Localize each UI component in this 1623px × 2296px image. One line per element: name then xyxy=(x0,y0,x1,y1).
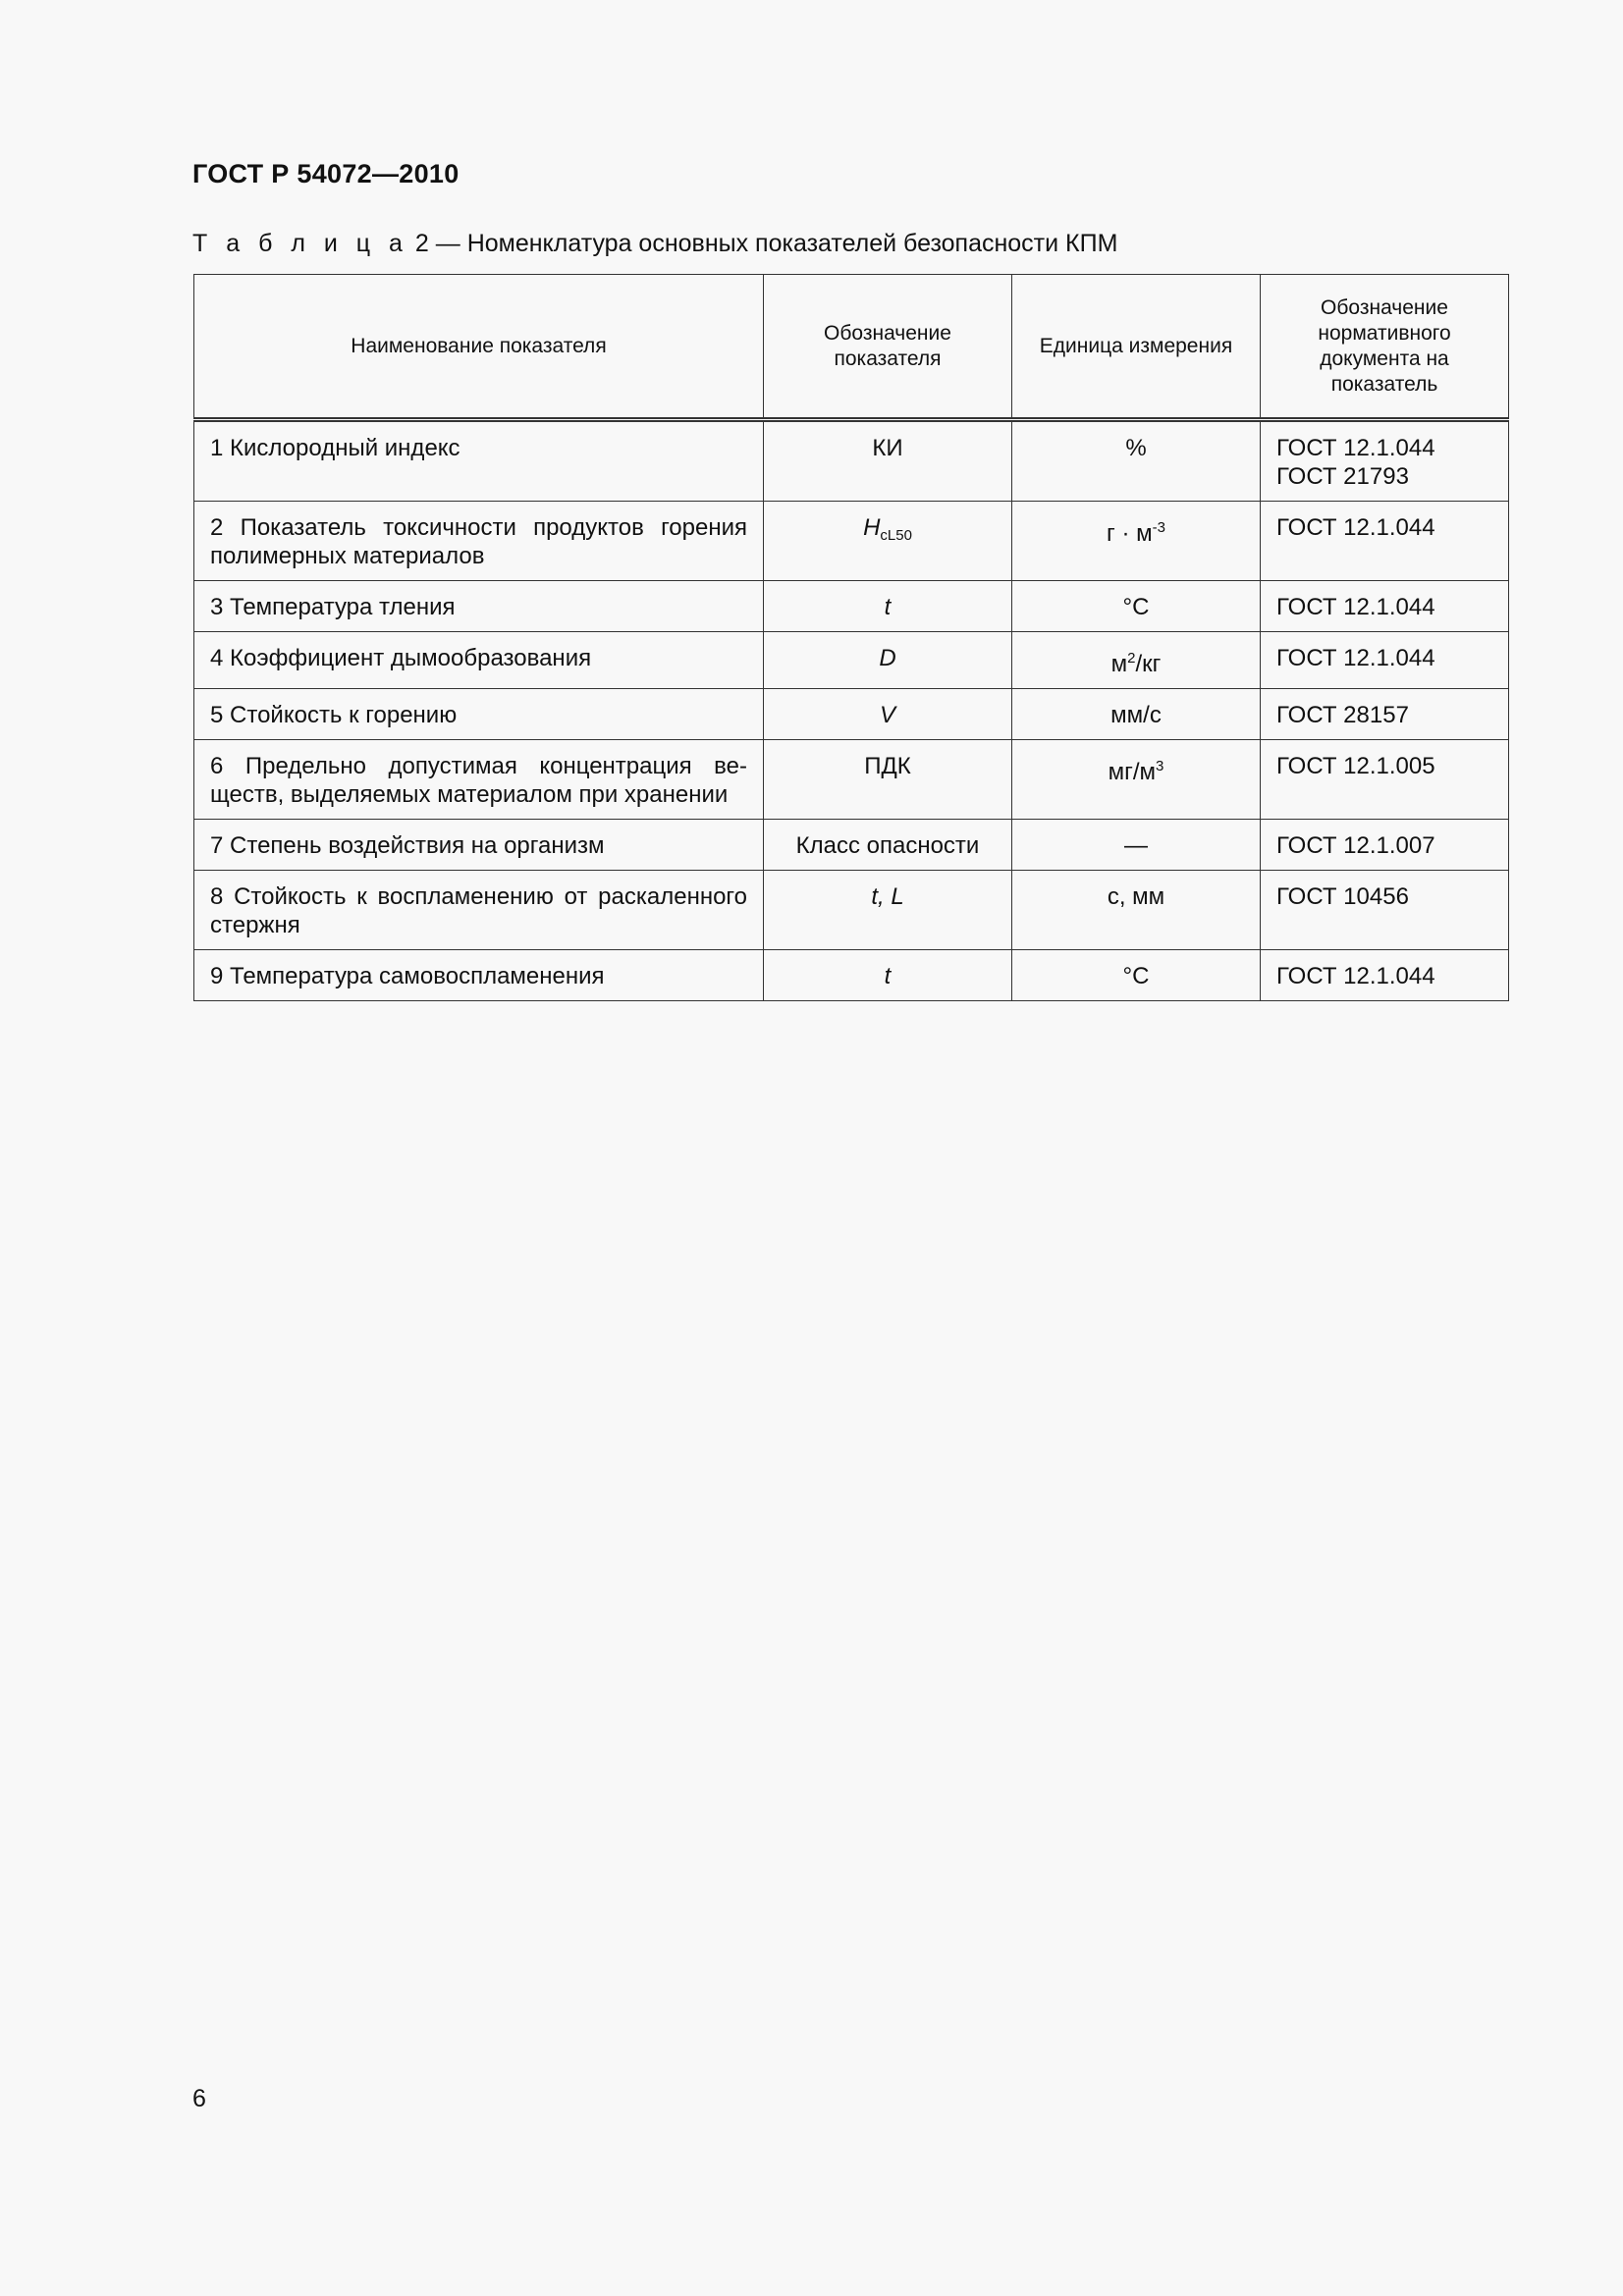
reference-document: ГОСТ 12.1.005 xyxy=(1276,753,1435,779)
indicator-symbol: V xyxy=(764,689,1012,740)
reference-document: ГОСТ 12.1.044 xyxy=(1276,514,1435,541)
table-row xyxy=(194,871,1509,950)
indicator-name: 1 Кислородный индекс xyxy=(194,420,764,502)
reference-document: ГОСТ 10456 xyxy=(1276,883,1409,910)
unit-exponent: 2 xyxy=(1127,650,1136,667)
indicator-unit: — xyxy=(1012,820,1261,871)
unit-base: г · м xyxy=(1107,520,1153,547)
column-header-unit: Единица измерения xyxy=(1012,275,1261,420)
indicator-name: 4 Коэффициент дымообразования xyxy=(194,632,764,689)
indicator-symbol: t xyxy=(764,581,1012,632)
unit-base: м xyxy=(1110,651,1128,677)
indicator-symbol: D xyxy=(764,632,1012,689)
indicator-name: 2 Показатель токсичности продуктов горения полимерных материалов xyxy=(194,502,764,581)
table-row xyxy=(194,502,1509,581)
unit-exponent: -3 xyxy=(1152,519,1165,536)
reference-document: ГОСТ 28157 xyxy=(1276,702,1409,728)
table-row xyxy=(194,820,1509,871)
indicator-unit: % xyxy=(1012,420,1261,502)
indicator-unit: мм/с xyxy=(1012,689,1261,740)
table-row xyxy=(194,581,1509,632)
table-header-row xyxy=(194,275,1509,420)
indicator-reference xyxy=(1261,740,1509,820)
reference-document: ГОСТ 12.1.044 xyxy=(1276,435,1435,461)
indicator-unit: с, мм xyxy=(1012,871,1261,950)
unit-exponent: 3 xyxy=(1156,758,1164,774)
indicator-reference xyxy=(1261,689,1509,740)
indicator-reference xyxy=(1261,502,1509,581)
indicator-name: 6 Предельно допустимая концентрация веществ, выделяемых материалом при хранении xyxy=(194,740,764,820)
indicator-name: 5 Стойкость к горению xyxy=(194,689,764,740)
indicator-symbol xyxy=(764,502,1012,581)
indicator-symbol: Класс опасности xyxy=(764,820,1012,871)
table-row xyxy=(194,950,1509,1001)
column-header-name: Наименование показателя xyxy=(194,275,764,420)
symbol-subscript: cL50 xyxy=(880,527,912,544)
indicator-reference xyxy=(1261,871,1509,950)
unit-base: мг/м xyxy=(1108,759,1157,785)
safety-indicators-table xyxy=(193,274,1509,1001)
indicator-symbol: КИ xyxy=(764,420,1012,502)
table-row xyxy=(194,740,1509,820)
column-header-reference: Обозначение нормативного документа на показатель xyxy=(1261,275,1509,420)
indicator-unit: °C xyxy=(1012,950,1261,1001)
indicator-name: 9 Температура самовоспламенения xyxy=(194,950,764,1001)
unit-rest: /кг xyxy=(1135,651,1162,677)
column-header-symbol: Обозначение показателя xyxy=(764,275,1012,420)
indicator-reference xyxy=(1261,820,1509,871)
indicator-name: 3 Температура тления xyxy=(194,581,764,632)
reference-document: ГОСТ 12.1.044 xyxy=(1276,963,1435,989)
table-row xyxy=(194,689,1509,740)
symbol-letter: H xyxy=(863,514,881,541)
indicator-reference xyxy=(1261,950,1509,1001)
table-caption-text: 2 — Номенклатура основных показателей безопасности КПМ xyxy=(414,230,1118,257)
indicator-reference xyxy=(1261,632,1509,689)
table-row xyxy=(194,420,1509,502)
indicator-unit xyxy=(1012,632,1261,689)
table-caption xyxy=(192,230,1117,258)
indicator-unit xyxy=(1012,502,1261,581)
indicator-symbol: t, L xyxy=(764,871,1012,950)
table-row xyxy=(194,632,1509,689)
indicator-reference xyxy=(1261,420,1509,502)
table-caption-label: Т а б л и ц а xyxy=(192,230,408,257)
reference-document: ГОСТ 12.1.044 xyxy=(1276,594,1435,620)
reference-document: ГОСТ 21793 xyxy=(1276,463,1409,490)
indicator-unit xyxy=(1012,740,1261,820)
indicator-name: 8 Стойкость к воспламенению от раскаленного стержня xyxy=(194,871,764,950)
indicator-symbol: t xyxy=(764,950,1012,1001)
document-standard-header: ГОСТ Р 54072—2010 xyxy=(192,159,460,188)
reference-document: ГОСТ 12.1.044 xyxy=(1276,645,1435,671)
reference-document: ГОСТ 12.1.007 xyxy=(1276,832,1435,859)
indicator-unit: °C xyxy=(1012,581,1261,632)
indicator-name: 7 Степень воздействия на организм xyxy=(194,820,764,871)
indicator-reference xyxy=(1261,581,1509,632)
page-number: 6 xyxy=(192,2085,206,2112)
indicator-symbol: ПДК xyxy=(764,740,1012,820)
